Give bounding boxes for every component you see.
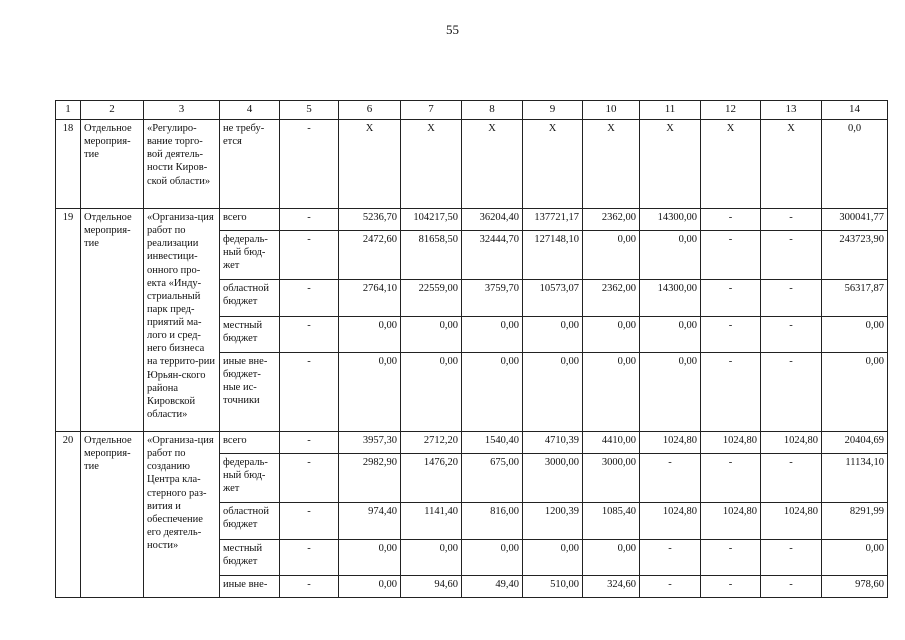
value-cell: 2764,10 <box>339 280 401 317</box>
value-cell: 81658,50 <box>401 231 462 280</box>
total-cell: 20404,69 <box>822 432 888 454</box>
header-cell: 14 <box>822 101 888 120</box>
value-cell: X <box>523 120 583 209</box>
value-cell: 2362,00 <box>583 280 640 317</box>
value-cell: 0,00 <box>523 540 583 576</box>
funding-source: местный бюджет <box>220 317 280 353</box>
value-cell: - <box>761 231 822 280</box>
row-number: 19 <box>56 209 81 432</box>
value-cell: 0,00 <box>401 317 462 353</box>
value-cell: 2982,90 <box>339 454 401 503</box>
value-cell: 1024,80 <box>761 432 822 454</box>
value-cell: 1024,80 <box>761 503 822 540</box>
cell-col5: - <box>280 454 339 503</box>
cell-col5: - <box>280 120 339 209</box>
value-cell: 10573,07 <box>523 280 583 317</box>
header-cell: 5 <box>280 101 339 120</box>
value-cell: 0,00 <box>401 540 462 576</box>
value-cell: 5236,70 <box>339 209 401 231</box>
header-cell: 3 <box>144 101 220 120</box>
header-cell: 4 <box>220 101 280 120</box>
value-cell: - <box>640 576 701 598</box>
funding-source: федераль-ный бюд-жет <box>220 231 280 280</box>
header-cell: 13 <box>761 101 822 120</box>
measure-type: Отдельное мероприя-тие <box>81 209 144 432</box>
value-cell: 0,00 <box>339 540 401 576</box>
header-cell: 2 <box>81 101 144 120</box>
value-cell: 127148,10 <box>523 231 583 280</box>
value-cell: 675,00 <box>462 454 523 503</box>
total-cell: 0,00 <box>822 540 888 576</box>
value-cell: 3000,00 <box>583 454 640 503</box>
value-cell: 1024,80 <box>640 432 701 454</box>
value-cell: 1200,39 <box>523 503 583 540</box>
value-cell: - <box>640 454 701 503</box>
value-cell: 0,00 <box>640 231 701 280</box>
value-cell: 3000,00 <box>523 454 583 503</box>
total-cell: 0,00 <box>822 353 888 432</box>
value-cell: 36204,40 <box>462 209 523 231</box>
value-cell: 104217,50 <box>401 209 462 231</box>
header-cell: 11 <box>640 101 701 120</box>
value-cell: X <box>462 120 523 209</box>
funding-source: областной бюджет <box>220 503 280 540</box>
header-cell: 9 <box>523 101 583 120</box>
funding-source: иные вне- <box>220 576 280 598</box>
cell-col5: - <box>280 317 339 353</box>
value-cell: 0,00 <box>401 353 462 432</box>
page-number: 55 <box>446 22 459 37</box>
value-cell: 974,40 <box>339 503 401 540</box>
value-cell: 49,40 <box>462 576 523 598</box>
total-cell: 8291,99 <box>822 503 888 540</box>
funding-source: областной бюджет <box>220 280 280 317</box>
header-row <box>56 101 888 120</box>
value-cell: 14300,00 <box>640 280 701 317</box>
value-cell: - <box>640 540 701 576</box>
total-cell: 300041,77 <box>822 209 888 231</box>
value-cell: 0,00 <box>523 317 583 353</box>
cell-col5: - <box>280 353 339 432</box>
value-cell: X <box>401 120 462 209</box>
value-cell: - <box>701 231 761 280</box>
value-cell: 4710,39 <box>523 432 583 454</box>
cell-col5: - <box>280 503 339 540</box>
value-cell: X <box>640 120 701 209</box>
table-row <box>56 209 888 231</box>
value-cell: 1024,80 <box>640 503 701 540</box>
value-cell: - <box>761 454 822 503</box>
value-cell: 816,00 <box>462 503 523 540</box>
value-cell: 2472,60 <box>339 231 401 280</box>
total-cell: 56317,87 <box>822 280 888 317</box>
value-cell: 137721,17 <box>523 209 583 231</box>
value-cell: - <box>701 353 761 432</box>
cell-col5: - <box>280 209 339 231</box>
header-cell: 12 <box>701 101 761 120</box>
value-cell: X <box>583 120 640 209</box>
cell-col5: - <box>280 540 339 576</box>
value-cell: 2712,20 <box>401 432 462 454</box>
cell-col5: - <box>280 432 339 454</box>
row-number: 18 <box>56 120 81 209</box>
value-cell: 14300,00 <box>640 209 701 231</box>
value-cell: 0,00 <box>583 231 640 280</box>
value-cell: - <box>701 280 761 317</box>
value-cell: 0,00 <box>339 353 401 432</box>
funding-source: иные вне-бюджет-ные ис-точники <box>220 353 280 432</box>
value-cell: 4410,00 <box>583 432 640 454</box>
total-cell: 978,60 <box>822 576 888 598</box>
value-cell: 1476,20 <box>401 454 462 503</box>
value-cell: 3957,30 <box>339 432 401 454</box>
funding-source: не требу-ется <box>220 120 280 209</box>
value-cell: - <box>701 317 761 353</box>
value-cell: 1540,40 <box>462 432 523 454</box>
measure-name: «Организа-ция работ по созданию Центра кла-стерного раз-вития и обеспечение его деятель-ности» <box>144 432 220 598</box>
value-cell: 0,00 <box>339 576 401 598</box>
value-cell: 94,60 <box>401 576 462 598</box>
measure-type: Отдельное мероприя-тие <box>81 120 144 209</box>
value-cell: 0,00 <box>640 353 701 432</box>
value-cell: - <box>761 540 822 576</box>
value-cell: 0,00 <box>583 317 640 353</box>
value-cell: - <box>701 540 761 576</box>
value-cell: 0,00 <box>640 317 701 353</box>
measure-name: «Организа-ция работ по реализации инвестици-онного про-екта «Инду-стриальный парк пред-приятий ма-лого и сред-него бизнеса на террито-рии Юрьян-ского района Кировской области» <box>144 209 220 432</box>
value-cell: - <box>701 209 761 231</box>
value-cell: - <box>761 209 822 231</box>
header-cell: 6 <box>339 101 401 120</box>
total-cell: 243723,90 <box>822 231 888 280</box>
value-cell: - <box>761 353 822 432</box>
value-cell: X <box>339 120 401 209</box>
value-cell: 3759,70 <box>462 280 523 317</box>
funding-source: всего <box>220 209 280 231</box>
row-number: 20 <box>56 432 81 598</box>
header-cell: 1 <box>56 101 81 120</box>
value-cell: 324,60 <box>583 576 640 598</box>
header-cell: 10 <box>583 101 640 120</box>
value-cell: 2362,00 <box>583 209 640 231</box>
value-cell: 0,00 <box>583 353 640 432</box>
value-cell: - <box>761 280 822 317</box>
table-row <box>56 120 888 209</box>
value-cell: 1141,40 <box>401 503 462 540</box>
value-cell: - <box>701 454 761 503</box>
value-cell: 32444,70 <box>462 231 523 280</box>
value-cell: - <box>761 576 822 598</box>
funding-source: всего <box>220 432 280 454</box>
budget-table <box>55 100 888 598</box>
value-cell: 0,00 <box>462 353 523 432</box>
value-cell: 510,00 <box>523 576 583 598</box>
measure-name: «Регулиро-вание торго-вой деятель-ности Киров-ской области» <box>144 120 220 209</box>
measure-type: Отдельное мероприя-тие <box>81 432 144 598</box>
value-cell: 0,00 <box>523 353 583 432</box>
total-cell: 11134,10 <box>822 454 888 503</box>
value-cell: 0,00 <box>462 317 523 353</box>
header-cell: 8 <box>462 101 523 120</box>
value-cell: 1024,80 <box>701 503 761 540</box>
cell-col5: - <box>280 576 339 598</box>
funding-source: местный бюджет <box>220 540 280 576</box>
cell-col5: - <box>280 280 339 317</box>
value-cell: 1085,40 <box>583 503 640 540</box>
value-cell: 22559,00 <box>401 280 462 317</box>
value-cell: 0,00 <box>462 540 523 576</box>
value-cell: X <box>701 120 761 209</box>
value-cell: - <box>701 576 761 598</box>
table-row <box>56 432 888 454</box>
value-cell: X <box>761 120 822 209</box>
total-cell: 0,0 <box>822 120 888 209</box>
value-cell: - <box>761 317 822 353</box>
value-cell: 0,00 <box>339 317 401 353</box>
value-cell: 1024,80 <box>701 432 761 454</box>
total-cell: 0,00 <box>822 317 888 353</box>
value-cell: 0,00 <box>583 540 640 576</box>
cell-col5: - <box>280 231 339 280</box>
funding-source: федераль-ный бюд-жет <box>220 454 280 503</box>
header-cell: 7 <box>401 101 462 120</box>
